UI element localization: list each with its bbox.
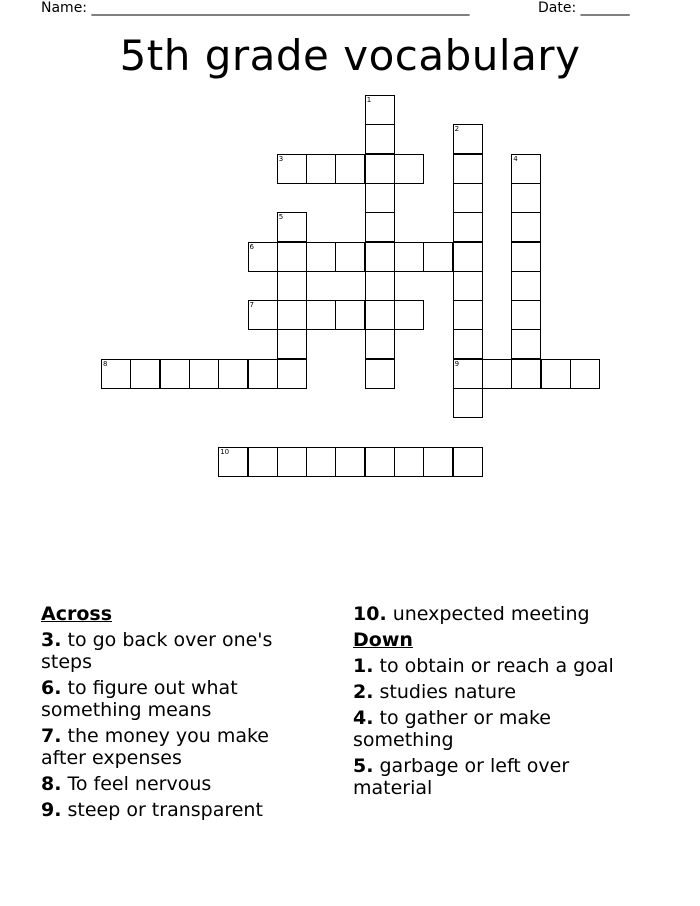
grid-cell[interactable] — [453, 271, 483, 301]
clue-across-8 — [41, 773, 311, 795]
grid-cell[interactable] — [394, 447, 424, 477]
across-heading: Across — [41, 603, 113, 625]
grid-cell[interactable] — [218, 447, 248, 477]
cell-number: 9 — [454, 359, 460, 368]
down-heading: Down — [353, 629, 413, 651]
clues-left-column — [41, 603, 311, 825]
cell-number: 2 — [454, 125, 460, 134]
grid-cell[interactable] — [306, 447, 336, 477]
grid-cell[interactable] — [453, 124, 483, 154]
grid-cell[interactable] — [365, 300, 395, 330]
name-field[interactable] — [41, 0, 469, 16]
cell-number: 4 — [513, 154, 518, 163]
clue-number: 5. — [353, 755, 374, 777]
clue-down-2 — [353, 681, 653, 703]
grid-cell[interactable] — [394, 300, 424, 330]
clue-number: 1. — [353, 655, 374, 677]
grid-cell[interactable] — [277, 271, 307, 301]
grid-cell[interactable] — [248, 359, 278, 389]
clue-text: To feel nervous — [67, 773, 212, 795]
grid-cell[interactable] — [365, 447, 395, 477]
clue-text: garbage or left over material — [353, 755, 570, 799]
grid-cell[interactable] — [277, 359, 307, 389]
grid-cell[interactable] — [130, 359, 160, 389]
grid-cell[interactable] — [453, 388, 483, 418]
clue-down-5 — [353, 755, 653, 799]
clue-number: 4. — [353, 707, 374, 729]
grid-cell[interactable] — [218, 359, 248, 389]
clue-down-1 — [353, 655, 653, 677]
grid-cell[interactable] — [394, 242, 424, 272]
grid-cell[interactable] — [365, 95, 395, 125]
worksheet-header — [41, 0, 630, 16]
grid-cell[interactable] — [453, 154, 483, 184]
grid-cell[interactable] — [277, 447, 307, 477]
name-label: Name: — [41, 0, 88, 16]
grid-cell[interactable] — [511, 242, 541, 272]
grid-cell[interactable] — [511, 212, 541, 242]
grid-cell[interactable] — [248, 242, 278, 272]
grid-cell[interactable] — [453, 300, 483, 330]
clue-text: unexpected meeting — [392, 603, 590, 625]
clue-number: 9. — [41, 799, 62, 821]
clue-number: 2. — [353, 681, 374, 703]
grid-cell[interactable] — [365, 154, 395, 184]
clue-across-9 — [41, 799, 311, 821]
grid-cell[interactable] — [365, 242, 395, 272]
grid-cell[interactable] — [101, 359, 131, 389]
grid-cell[interactable] — [335, 242, 365, 272]
grid-cell[interactable] — [335, 300, 365, 330]
grid-cell[interactable] — [511, 329, 541, 359]
grid-cell[interactable] — [189, 359, 219, 389]
grid-cell[interactable] — [423, 242, 453, 272]
clue-number: 7. — [41, 725, 62, 747]
clue-across-7 — [41, 725, 311, 769]
grid-cell[interactable] — [277, 329, 307, 359]
grid-cell[interactable] — [365, 359, 395, 389]
grid-cell[interactable] — [453, 242, 483, 272]
cell-number: 1 — [366, 96, 372, 104]
clue-text: to obtain or reach a goal — [379, 655, 614, 677]
grid-cell[interactable] — [365, 271, 395, 301]
grid-cell[interactable] — [277, 154, 307, 184]
clue-number: 8. — [41, 773, 62, 795]
date-label: Date: — [538, 0, 577, 16]
clue-down-4 — [353, 707, 653, 751]
grid-cell[interactable] — [306, 154, 336, 184]
cell-number: 10 — [220, 447, 230, 456]
grid-cell[interactable] — [453, 329, 483, 359]
clue-text: studies nature — [379, 681, 517, 703]
grid-cell[interactable] — [277, 300, 307, 330]
grid-cell[interactable] — [365, 329, 395, 359]
clue-number: 10. — [353, 603, 387, 625]
grid-cell[interactable] — [248, 447, 278, 477]
clue-number: 6. — [41, 677, 62, 699]
cell-number: 8 — [103, 359, 108, 368]
grid-cell[interactable] — [365, 124, 395, 154]
grid-cell[interactable] — [511, 271, 541, 301]
grid-cell[interactable] — [511, 154, 541, 184]
clue-text: to gather or make something — [353, 707, 551, 751]
grid-cell[interactable] — [453, 183, 483, 213]
grid-cell[interactable] — [365, 183, 395, 213]
clue-across-10 — [353, 603, 653, 625]
grid-cell[interactable] — [453, 212, 483, 242]
grid-cell[interactable] — [570, 359, 600, 389]
grid-cell[interactable] — [277, 242, 307, 272]
grid-cell[interactable] — [423, 447, 453, 477]
cell-number: 6 — [249, 242, 254, 251]
grid-cell[interactable] — [248, 300, 278, 330]
grid-cell[interactable] — [511, 359, 541, 389]
page-title: 5th grade vocabulary — [119, 31, 581, 80]
grid-cell[interactable] — [335, 154, 365, 184]
grid-cell[interactable] — [482, 359, 512, 389]
clues-right-column — [353, 603, 653, 803]
grid-cell[interactable] — [511, 300, 541, 330]
clue-number: 3. — [41, 629, 62, 651]
grid-cell[interactable] — [277, 212, 307, 242]
grid-cell[interactable] — [335, 447, 365, 477]
clue-text: the money you make after expenses — [41, 725, 269, 769]
clue-text: steep or transparent — [67, 799, 263, 821]
clue-text: to go back over one's steps — [41, 629, 273, 673]
date-line: _______ — [580, 0, 630, 16]
cell-number: 5 — [278, 213, 284, 222]
grid-cell[interactable] — [306, 242, 336, 272]
clue-text: to figure out what something means — [41, 677, 238, 721]
clue-across-3 — [41, 629, 311, 673]
grid-cell[interactable] — [365, 212, 395, 242]
clue-across-6 — [41, 677, 311, 721]
grid-cell[interactable] — [511, 183, 541, 213]
grid-cell[interactable] — [306, 300, 336, 330]
date-field[interactable] — [538, 0, 630, 16]
cell-number: 7 — [249, 301, 254, 310]
grid-cell[interactable] — [453, 359, 483, 389]
name-line: ______________________________________________________ — [91, 0, 470, 16]
cell-number: 3 — [278, 154, 284, 163]
grid-cell[interactable] — [453, 447, 483, 477]
grid-cell[interactable] — [160, 359, 190, 389]
grid-cell[interactable] — [394, 154, 424, 184]
grid-cell[interactable] — [541, 359, 571, 389]
